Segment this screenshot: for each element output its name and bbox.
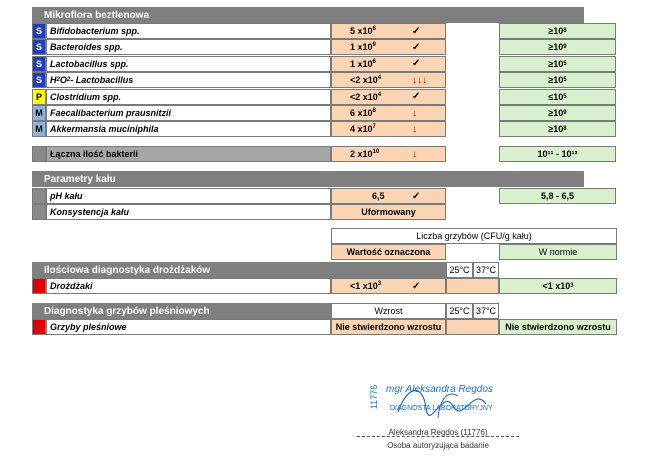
total-value: 2 $x10^{10}$ ↓ xyxy=(331,146,446,162)
measured-value: <2 $x10^4$ ↓↓↓ xyxy=(331,72,446,88)
total-norm: 10¹¹ - 10¹² xyxy=(499,146,616,162)
bacteria-row xyxy=(32,89,584,105)
reference-norm: ≥10 8 xyxy=(499,121,616,137)
bacteria-row xyxy=(32,121,584,137)
mold-temp-cell xyxy=(446,319,499,335)
measured-value: 1 $x10^6$ ✓ xyxy=(331,56,446,72)
signer-name: Aleksandra Regdos (11776) xyxy=(388,428,488,437)
consistency-value: Uformowany xyxy=(331,204,446,220)
reference-norm: ≥10 5 xyxy=(499,56,616,72)
arrow-down-icon: ↓ xyxy=(412,123,417,135)
section-title: Mikroflora beztlenowa xyxy=(44,9,150,21)
section-header-mold: Diagnostyka grzybów pleśniowych xyxy=(32,303,331,319)
total-bacteria-row xyxy=(32,146,584,162)
row-marker xyxy=(32,146,46,162)
bacteria-row xyxy=(32,56,584,72)
fungi-col-marked: Wartość oznaczona xyxy=(331,244,446,260)
temp-25: 25°C xyxy=(446,262,473,278)
check-icon: ✓ xyxy=(412,58,421,70)
ph-norm: 5,8 - 6,5 xyxy=(499,188,616,204)
temp-37: 37°C xyxy=(473,262,499,278)
bacteria-name: Akkermansia muciniphila xyxy=(46,121,331,137)
measured-value: 6 $x10^8$ ↓ xyxy=(331,105,446,121)
row-label: Konsystencja kału xyxy=(46,204,331,220)
growth-label: Wzrost xyxy=(331,303,446,319)
measured-value: 1 $x10^9$ ✓ xyxy=(331,39,446,55)
bacteria-name: Lactobacillus spp. xyxy=(46,56,331,72)
mold-row xyxy=(32,319,617,335)
yeast-norm: <1 x10 3 xyxy=(499,278,617,294)
bacteria-name: Bacteroides spp. xyxy=(46,39,331,55)
reference-norm: ≥10 8 xyxy=(499,23,616,39)
section-header-stool: Parametry kału xyxy=(32,171,584,187)
row-label: pH kału xyxy=(46,188,331,204)
row-marker xyxy=(32,319,46,335)
measured-value: 5 $x10^8$ ✓ xyxy=(331,23,446,39)
group-tag: M xyxy=(32,105,46,121)
section-header-yeast: Ilościowa diagnostyka drożdżaków xyxy=(32,262,446,278)
check-icon: ✓ xyxy=(412,91,421,103)
consistency-row xyxy=(32,204,584,220)
bacteria-row xyxy=(32,39,584,55)
measured-value: 4 $x10^7$ ↓ xyxy=(331,121,446,137)
group-tag: S xyxy=(32,72,46,88)
temp-37: 37°C xyxy=(473,303,499,319)
reference-norm: ≥10 5 xyxy=(499,72,616,88)
bacteria-name: Clostridium spp. xyxy=(46,89,331,105)
bacteria-row xyxy=(32,72,584,88)
check-icon: ✓ xyxy=(412,41,421,53)
yeast-row xyxy=(32,278,617,294)
group-tag: P xyxy=(32,89,46,105)
mold-value: Nie stwierdzono wzrostu xyxy=(331,319,446,335)
measured-value: <2 $x10^4$ ✓ xyxy=(331,89,446,105)
arrow-down-icon: ↓ xyxy=(412,107,417,119)
signer-role: Osoba autoryzująca badanie xyxy=(387,441,489,450)
row-marker xyxy=(32,188,46,204)
group-tag: S xyxy=(32,39,46,55)
group-tag: S xyxy=(32,56,46,72)
fungi-header: Liczba grzybów (CFU/g kału) xyxy=(331,228,617,244)
handwritten-signature xyxy=(368,378,508,422)
reference-norm: ≥10 9 xyxy=(499,39,616,55)
stamp-name: mgr Aleksandra Regdos xyxy=(386,384,493,395)
row-label: Grzyby pleśniowe xyxy=(46,319,331,335)
reference-norm: ≥10 9 xyxy=(499,105,616,121)
bacteria-row xyxy=(32,105,584,121)
bacteria-row xyxy=(32,23,584,39)
row-marker xyxy=(32,204,46,220)
temp-25: 25°C xyxy=(446,303,473,319)
section-header-anaerobic xyxy=(32,7,584,23)
bacteria-name: Faecalibacterium prausnitzii xyxy=(46,105,331,121)
bacteria-name: H 2 O 2 - Lactobacillus xyxy=(46,72,331,88)
row-label: Drożdżaki xyxy=(46,278,331,294)
check-icon: ✓ xyxy=(412,25,421,37)
reference-norm: ≤10 5 xyxy=(499,89,616,105)
stamp-number: 11776 xyxy=(369,384,380,410)
ph-value: 6,5 ✓ xyxy=(331,188,446,204)
row-marker xyxy=(32,278,46,294)
fungi-col-norm: W normie xyxy=(499,244,617,260)
arrow-down-icon: ↓↓↓ xyxy=(412,74,427,86)
bacteria-name: Bifidobacterium spp. xyxy=(46,23,331,39)
stamp-title: DIAGNOSTA LABORATORYJNY xyxy=(390,405,493,412)
row-label: Łączna ilość bakterii xyxy=(46,146,331,162)
group-tag: M xyxy=(32,121,46,137)
ph-row xyxy=(32,188,584,204)
yeast-value: <1 $x10^3$ ✓ xyxy=(331,278,446,294)
mold-norm: Nie stwierdzono wzrostu xyxy=(499,319,617,335)
stamp xyxy=(368,378,508,422)
group-tag: S xyxy=(32,23,46,39)
yeast-temp-cell xyxy=(446,278,499,294)
